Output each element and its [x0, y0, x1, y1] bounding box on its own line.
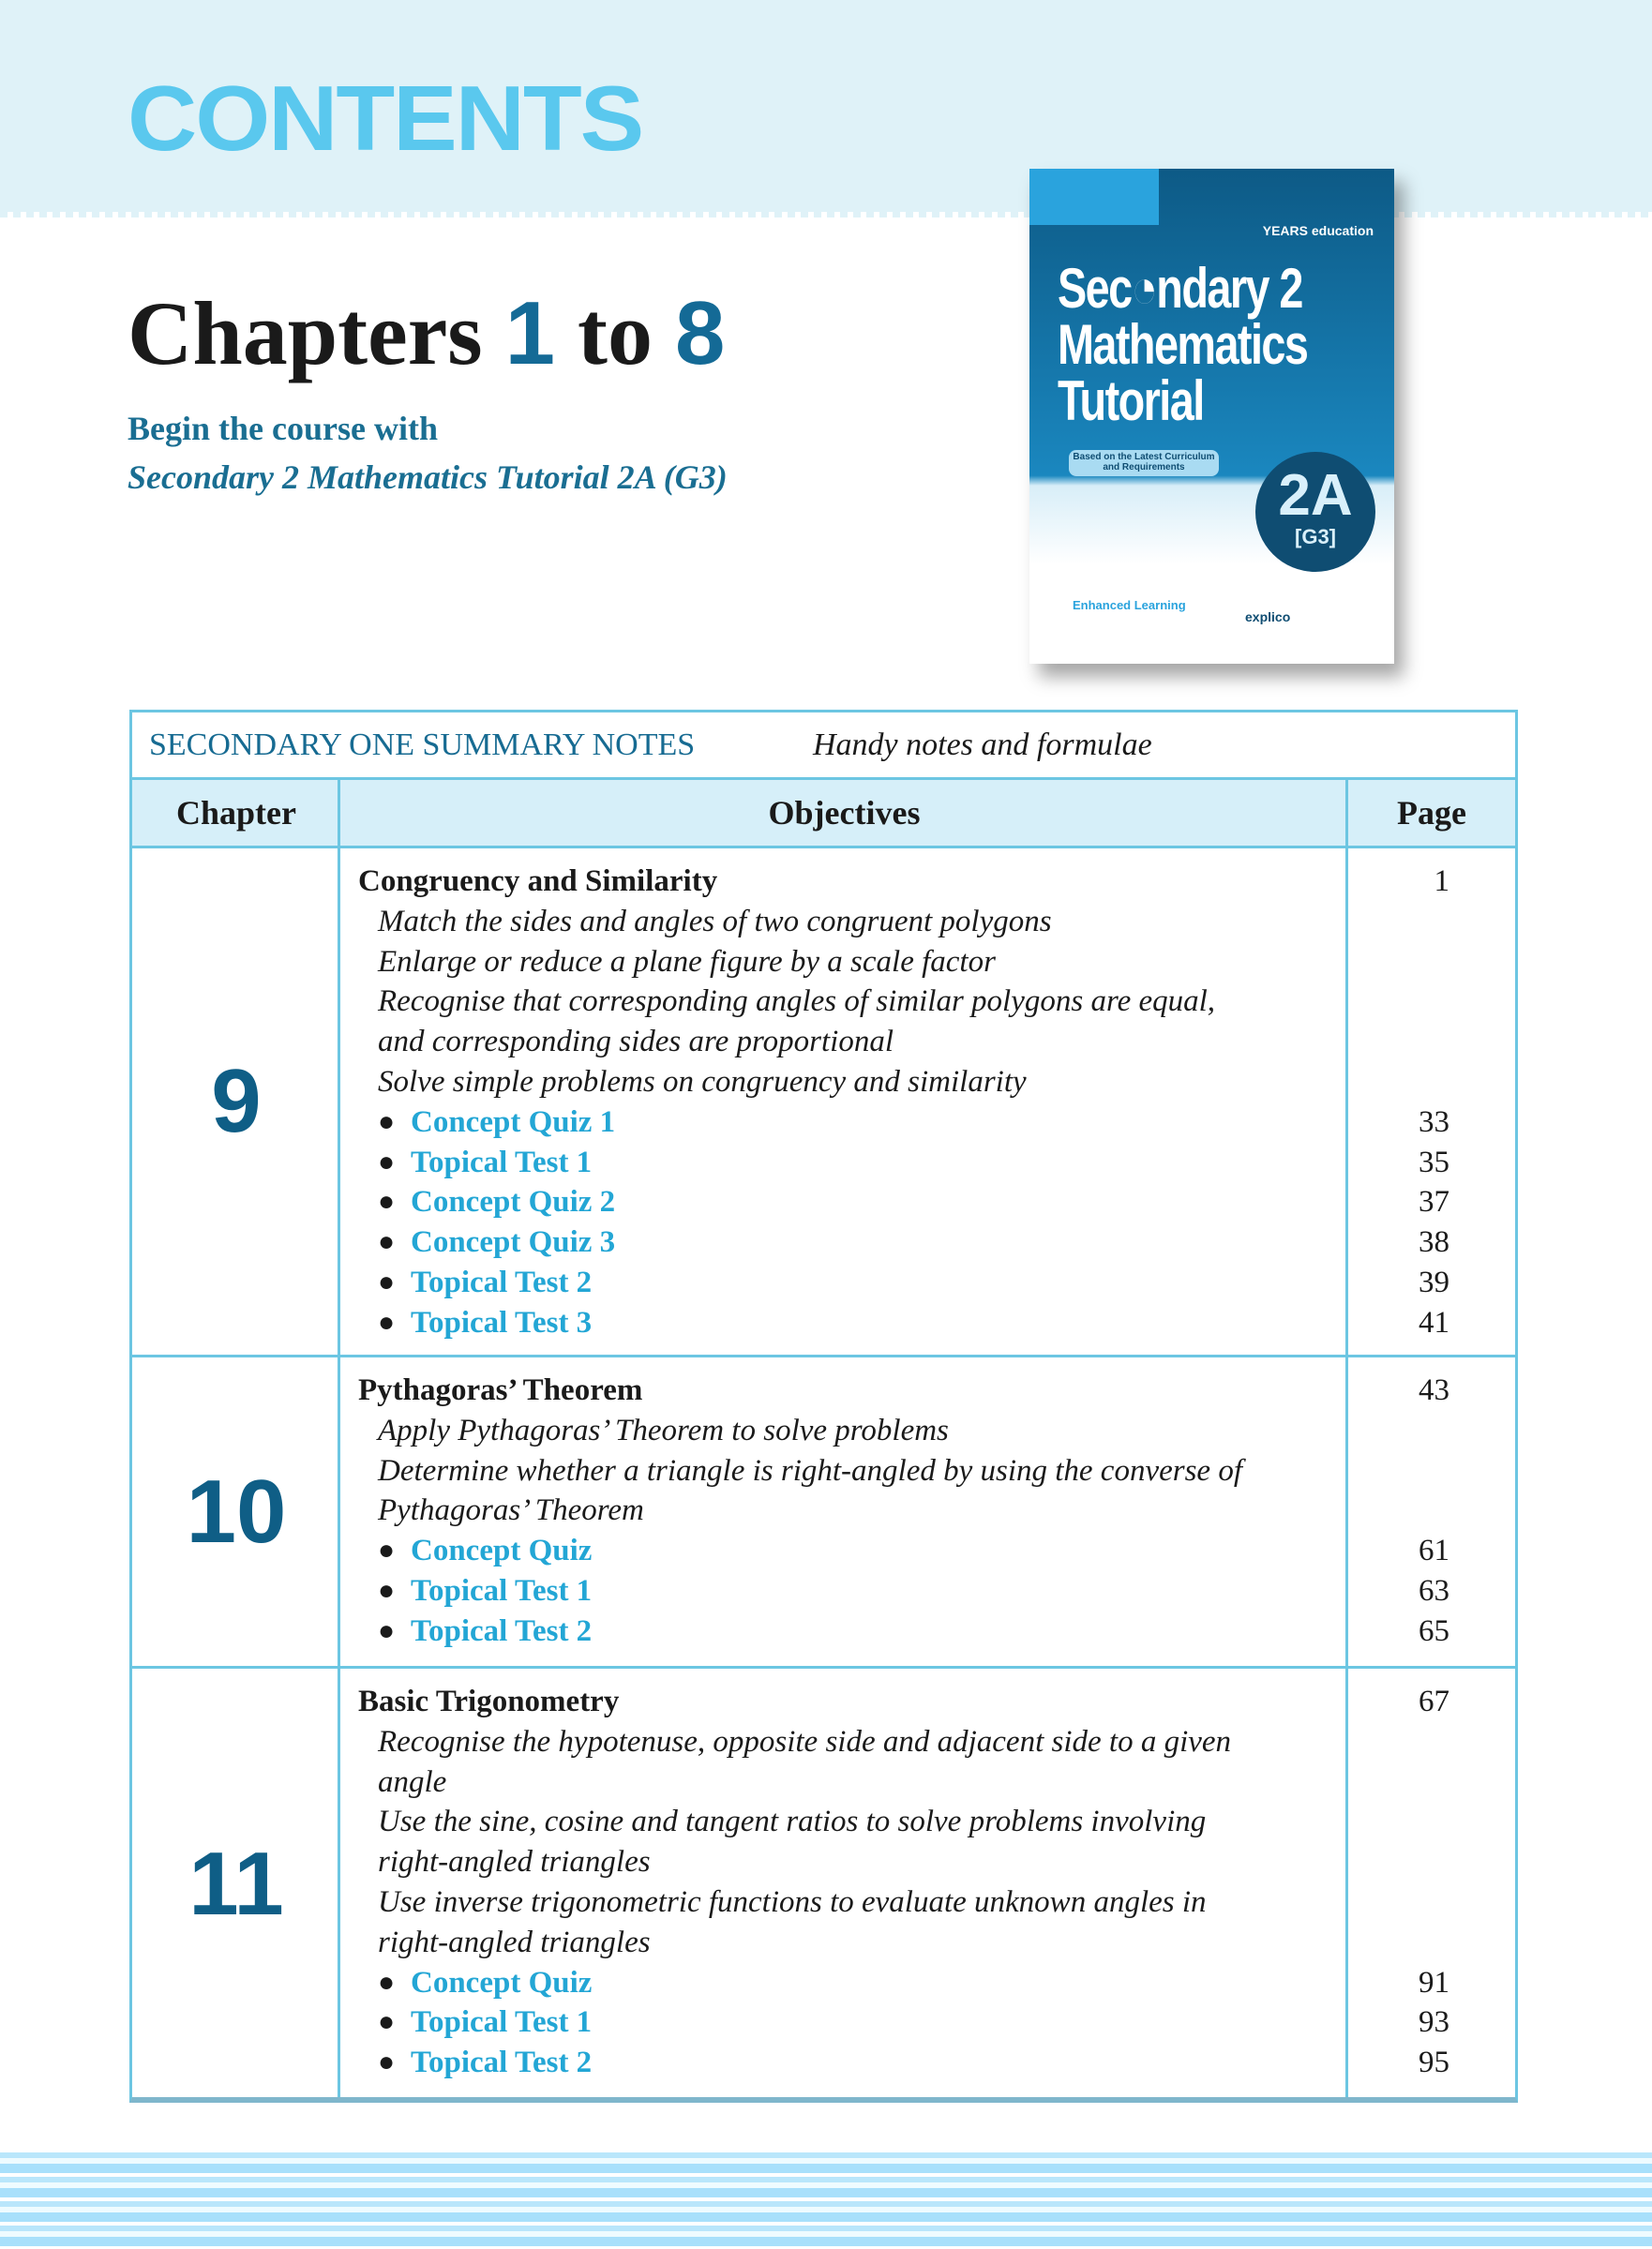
line-text[interactable]: Concept Quiz 2 [411, 1185, 616, 1220]
book-cover-image [1029, 169, 1394, 664]
page-number: 67 [1419, 1685, 1449, 1718]
badge-sub: [G3] [1295, 525, 1336, 548]
chapter-title [340, 1682, 1515, 1722]
page-number: 63 [1419, 1573, 1449, 1608]
objective [340, 982, 1515, 1022]
page-number: 65 [1419, 1613, 1449, 1648]
bullet-icon: ● [378, 1966, 396, 1998]
objective [340, 1722, 1515, 1762]
line-text: Solve simple problems on congruency and similarity [378, 1064, 1027, 1099]
chapter-number: 9 [211, 1051, 262, 1151]
line-text[interactable]: Topical Test 1 [411, 1145, 593, 1179]
header-page: Page [1397, 794, 1466, 832]
objectives-list [340, 862, 1515, 1343]
line-text[interactable]: Concept Quiz 1 [411, 1104, 616, 1139]
page-number: 61 [1419, 1534, 1449, 1568]
assessment-link[interactable] [340, 2002, 1515, 2043]
intro-line-1: Begin the course with [128, 410, 438, 447]
cover-corner-panel [1029, 169, 1159, 225]
page-number: 41 [1419, 1305, 1449, 1340]
cover-years: YEARS education [1262, 223, 1374, 238]
line-text: Recognise the hypotenuse, opposite side and adjacent side to a given [378, 1724, 1232, 1759]
chapter-number: 10 [186, 1461, 287, 1562]
line-text: right-angled triangles [378, 1925, 651, 1959]
line-text[interactable]: Concept Quiz [411, 1534, 593, 1568]
header-chapter: Chapter [176, 794, 296, 832]
bullet-icon: ● [378, 2047, 396, 2078]
assessment-link[interactable] [340, 1531, 1515, 1571]
objectives-list [340, 1371, 1515, 1652]
chapters-label: Chapters [128, 283, 483, 383]
line-text[interactable]: Concept Quiz 3 [411, 1225, 616, 1260]
page-number: 43 [1419, 1373, 1449, 1407]
table-row-chapter-10 [132, 1357, 1515, 1669]
objective [340, 1882, 1515, 1923]
line-text: Congruency and Similarity [358, 864, 718, 898]
cover-title-2: Mathematics [1058, 313, 1308, 376]
bullet-icon: ● [378, 1266, 396, 1297]
bullet-icon: ● [378, 1574, 396, 1606]
bullet-icon: ● [378, 1614, 396, 1646]
line-text: and corresponding sides are proportional [378, 1025, 894, 1059]
line-text: Determine whether a triangle is right-angled by using the converse of [378, 1453, 1243, 1488]
assessment-link[interactable] [340, 1222, 1515, 1263]
page-number: 33 [1419, 1104, 1449, 1139]
objective [340, 1802, 1515, 1842]
assessment-link[interactable] [340, 1102, 1515, 1143]
objective [340, 1022, 1515, 1062]
objective [340, 1451, 1515, 1492]
cover-title-3: Tutorial [1058, 369, 1204, 432]
chapter-title [340, 862, 1515, 902]
assessment-link[interactable] [340, 2043, 1515, 2083]
objective [340, 1762, 1515, 1803]
cover-explico: explico [1245, 609, 1291, 624]
objective [340, 1842, 1515, 1882]
chapter-from: 1 [504, 283, 556, 383]
assessment-link[interactable] [340, 1571, 1515, 1612]
page-number: 38 [1419, 1225, 1449, 1260]
chapter-title [340, 1371, 1515, 1411]
line-text[interactable]: Topical Test 2 [411, 1613, 593, 1648]
line-text: Pythagoras’ Theorem [358, 1373, 643, 1407]
line-text[interactable]: Topical Test 1 [411, 2005, 593, 2040]
line-text[interactable]: Topical Test 2 [411, 1265, 593, 1299]
intro-book-title: Secondary 2 Mathematics Tutorial 2A (G3) [128, 458, 728, 496]
line-text[interactable]: Topical Test 2 [411, 2046, 593, 2080]
bullet-icon: ● [378, 1226, 396, 1258]
page-number: 93 [1419, 2005, 1449, 2040]
cover-badge [1255, 452, 1375, 572]
line-text: Basic Trigonometry [358, 1685, 620, 1718]
line-text[interactable]: Topical Test 3 [411, 1305, 593, 1340]
line-text[interactable]: Topical Test 1 [411, 1573, 593, 1608]
line-text: Enlarge or reduce a plane figure by a scale factor [378, 944, 996, 979]
bullet-icon: ● [378, 1105, 396, 1137]
line-text[interactable]: Concept Quiz [411, 1965, 593, 2000]
page-number: 1 [1434, 864, 1449, 898]
cover-enhanced: Enhanced Learning [1073, 598, 1186, 612]
header-band-edge [0, 212, 1652, 217]
bullet-icon: ● [378, 1186, 396, 1218]
chapter-to: 8 [675, 283, 726, 383]
summary-row [132, 712, 1515, 780]
objective [340, 902, 1515, 942]
line-text: Use the sine, cosine and tangent ratios to solve problems involving [378, 1805, 1207, 1839]
summary-desc: Handy notes and formulae [813, 727, 1152, 762]
assessment-link[interactable] [340, 1963, 1515, 2003]
to-label: to [578, 283, 653, 383]
bullet-icon: ● [378, 2006, 396, 2038]
page-number: 95 [1419, 2046, 1449, 2080]
bullet-icon: ● [378, 1146, 396, 1177]
assessment-link[interactable] [340, 1612, 1515, 1652]
assessment-link[interactable] [340, 1182, 1515, 1222]
table-row-chapter-11 [132, 1669, 1515, 2100]
line-text: angle [378, 1764, 447, 1799]
chapters-heading [128, 281, 725, 385]
bullet-icon: ● [378, 1306, 396, 1338]
page-title: CONTENTS [128, 67, 643, 170]
summary-title[interactable]: SECONDARY ONE SUMMARY NOTES [149, 727, 696, 762]
objective [340, 1062, 1515, 1102]
badge-main: 2A [1278, 463, 1353, 528]
line-text: Pythagoras’ Theorem [378, 1493, 644, 1528]
assessment-link[interactable] [340, 1263, 1515, 1303]
objective [340, 1411, 1515, 1451]
assessment-link[interactable] [340, 1143, 1515, 1183]
line-text: Match the sides and angles of two congruent polygons [378, 904, 1052, 938]
cover-title-1: Sec◔ndary 2 [1058, 257, 1302, 320]
page-number: 37 [1419, 1185, 1449, 1220]
assessment-link[interactable] [340, 1303, 1515, 1343]
header-objectives: Objectives [768, 794, 921, 832]
objective [340, 1923, 1515, 1963]
line-text: Use inverse trigonometric functions to evaluate unknown angles in [378, 1884, 1207, 1919]
line-text: right-angled triangles [378, 1845, 651, 1880]
objective [340, 1491, 1515, 1531]
objective [340, 942, 1515, 982]
contents-table [129, 710, 1518, 2103]
objectives-list [340, 1682, 1515, 2083]
line-text: Apply Pythagoras’ Theorem to solve problems [378, 1413, 949, 1447]
page-number: 91 [1419, 1965, 1449, 2000]
table-row-chapter-9 [132, 848, 1515, 1357]
chapter-number: 11 [188, 1834, 284, 1934]
page-number: 39 [1419, 1265, 1449, 1299]
footer-stripes [0, 2152, 1652, 2249]
cover-based: Based on the Latest Curriculum and Requirements [1069, 450, 1219, 476]
page-number: 35 [1419, 1145, 1449, 1179]
line-text: Recognise that corresponding angles of similar polygons are equal, [378, 984, 1216, 1019]
bullet-icon: ● [378, 1535, 396, 1567]
